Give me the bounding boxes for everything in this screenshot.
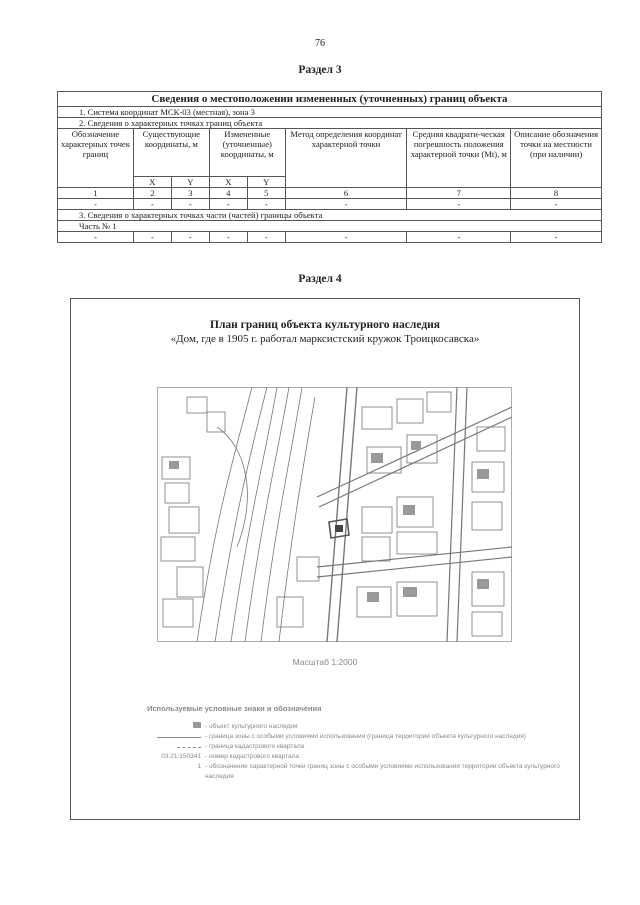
legend-item [147,762,567,782]
page-number: 76 [315,38,325,49]
col-number: 5 [247,188,285,199]
table-row-part-no: Часть № 1 [58,221,602,232]
table-cell: - [285,199,407,210]
plan-frame [70,298,580,820]
header-method: Метод определения координат характерной точки [285,129,407,188]
table-row-parts: 3. Сведения о характерных точках части (частей) границы объекта [58,210,602,221]
header-existing: Существующие координаты, м [133,129,209,177]
legend-text: - обозначение характерной точки границ зоны с особыми условиями использования территории объекта культурного наследия [205,763,560,780]
legend-symbol: 03:21:150341 [161,753,201,760]
legend-item [147,752,567,762]
table-cell: - [209,199,247,210]
col-number: 4 [209,188,247,199]
map-legend [147,704,567,782]
legend-item [147,732,567,742]
map-scale: Масштаб 1:2000 [292,657,358,667]
col-number: 7 [407,188,511,199]
col-number: 3 [171,188,209,199]
table-title: Сведения о местоположении измененных (уточненных) границ объекта [58,92,602,107]
table-cell: - [133,232,171,243]
header-description: Описание обозначения точки на местности (при наличии) [511,129,602,188]
table-cell: - [511,199,602,210]
table-cell: - [407,199,511,210]
table-cell: - [209,232,247,243]
col-number: 2 [133,188,171,199]
legend-text: - номер кадастрового квартала [205,753,300,760]
table-cell: - [58,199,134,210]
table-cell: - [58,232,134,243]
legend-symbol [147,722,201,732]
table-cell: - [247,232,285,243]
subheader-y: Y [247,177,285,188]
legend-text: - объект культурного наследия [205,723,298,730]
subheader-x: X [133,177,171,188]
legend-text: - граница зоны с особыми условиями использования (граница территории объекта культурного наследия) [205,733,526,740]
header-accuracy: Средняя квадрати-ческая погрешность положения характерной точки (Mt), м [407,129,511,188]
table-cell: - [247,199,285,210]
cadastral-map-image [157,387,512,642]
col-number: 6 [285,188,407,199]
legend-text: - граница кадастрового квартала [205,743,305,750]
section-3-heading: Раздел 3 [298,64,342,76]
plan-title: План границ объекта культурного наследия [210,319,440,331]
subheader-x: X [209,177,247,188]
legend-heading: Используемые условные знаки и обозначения [147,704,322,713]
coordinates-table [57,91,602,243]
subheader-y: Y [171,177,209,188]
header-changed: Измененные (уточненные) координаты, м [209,129,285,177]
table-row-system: 1. Система координат МСК-03 (местная), зона 3 [58,107,602,118]
col-number: 1 [58,188,134,199]
table-cell: - [511,232,602,243]
table-row-points: 2. Сведения о характерных точках границ объекта [58,118,602,129]
legend-symbol: 1 [197,763,201,770]
plan-subtitle: «Дом, где в 1905 г. работал марксистский кружок Троицкосавска» [170,333,480,345]
legend-line-symbol [157,737,201,738]
col-number: 8 [511,188,602,199]
legend-item [147,722,567,732]
table-cell: - [133,199,171,210]
header-designation: Обозначение характерных точек границ [58,129,134,188]
table-cell: - [407,232,511,243]
table-cell: - [171,199,209,210]
table-cell: - [285,232,407,243]
legend-item [147,742,567,752]
legend-dash-symbol [177,747,201,748]
table-cell: - [171,232,209,243]
section-4-heading: Раздел 4 [298,273,342,285]
